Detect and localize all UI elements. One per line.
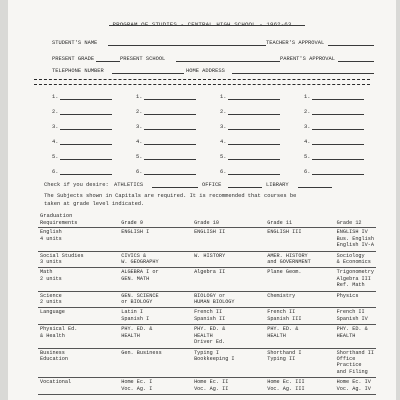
- course-slot-field[interactable]: [228, 174, 280, 175]
- course-slot-number: 3.: [220, 124, 227, 130]
- library-check-field[interactable]: [298, 187, 332, 188]
- col-header-grade-11: Grade 11: [253, 219, 322, 228]
- table-row: [38, 325, 376, 348]
- course-slot-number: 3.: [52, 124, 59, 130]
- athletics-option-label: ATHLETICS: [114, 182, 144, 188]
- course-cell: PHY. ED. & HEALTH: [107, 325, 180, 348]
- course-slot-field[interactable]: [60, 159, 112, 160]
- course-cell: Gen. Business: [107, 348, 180, 378]
- course-cell: GEN. SCIENCE or BIOLOGY: [107, 291, 180, 308]
- table-row: [38, 378, 376, 395]
- course-cell: PHY. ED. & HEALTH Driver Ed.: [180, 325, 253, 348]
- form-title: PROGRAM OF STUDIES - CENTRAL HIGH SCHOOL - 1962-63: [112, 21, 292, 28]
- course-slot-number: 6.: [304, 169, 311, 175]
- course-slot-field[interactable]: [144, 129, 196, 130]
- course-slot-number: 1.: [304, 94, 311, 100]
- parents-approval-field[interactable]: [338, 61, 374, 62]
- requirement-cell: Physical Ed. & Health: [38, 325, 107, 348]
- course-cell: Latin I Spanish I: [107, 308, 180, 325]
- requirement-cell: Vocational: [38, 378, 107, 395]
- requirement-cell: Social Studies 3 units: [38, 251, 107, 268]
- course-cell: Trigonometry Algebra III Ref. Math: [323, 268, 376, 291]
- present-school-field[interactable]: [176, 61, 280, 62]
- teachers-approval-label: TEACHER'S APPROVAL: [266, 40, 325, 46]
- table-row: [38, 251, 376, 268]
- course-slot-field[interactable]: [228, 144, 280, 145]
- course-slot-field[interactable]: [144, 99, 196, 100]
- table-heading-graduation: Graduation: [40, 213, 73, 219]
- course-slot-number: 2.: [136, 109, 143, 115]
- course-cell: Home Ec. II Voc. Ag. II: [180, 378, 253, 395]
- table-row: [38, 348, 376, 378]
- course-slot-number: 5.: [52, 154, 59, 160]
- course-slot-number: 5.: [304, 154, 311, 160]
- course-cell: Physics: [323, 291, 376, 308]
- office-check-field[interactable]: [228, 187, 262, 188]
- course-cell: Home Ec. IV Voc. Ag. IV: [323, 378, 376, 395]
- course-slot-field[interactable]: [60, 174, 112, 175]
- course-slot-number: 3.: [136, 124, 143, 130]
- course-slot-field[interactable]: [312, 99, 364, 100]
- course-slot-number: 2.: [52, 109, 59, 115]
- dashed-separator-bottom: [34, 84, 370, 85]
- col-header-grade-10: Grade 10: [180, 219, 253, 228]
- course-slot-number: 5.: [220, 154, 227, 160]
- teachers-approval-field[interactable]: [328, 45, 374, 46]
- course-cell: Plane Geom.: [253, 268, 322, 291]
- course-slot-field[interactable]: [228, 159, 280, 160]
- course-slot-number: 2.: [304, 109, 311, 115]
- course-cell: French II Spanish IV: [323, 308, 376, 325]
- course-slot-field[interactable]: [228, 129, 280, 130]
- course-slot-field[interactable]: [228, 114, 280, 115]
- course-cell: W. HISTORY: [180, 251, 253, 268]
- course-cell: AMER. HISTORY and GOVERNMENT: [253, 251, 322, 268]
- students-name-label: STUDENT'S NAME: [52, 40, 98, 46]
- course-slot-field[interactable]: [144, 144, 196, 145]
- course-slot-field[interactable]: [60, 99, 112, 100]
- requirement-cell: Math 2 units: [38, 268, 107, 291]
- course-slot-field[interactable]: [144, 114, 196, 115]
- course-slot-number: 4.: [220, 139, 227, 145]
- students-name-field[interactable]: [108, 45, 266, 46]
- course-slot-number: 4.: [136, 139, 143, 145]
- course-cell: PHY. ED. & HEALTH: [323, 325, 376, 348]
- course-cell: ENGLISH II: [180, 228, 253, 251]
- home-address-label: HOME ADDRESS: [186, 68, 225, 74]
- course-cell: ENGLISH III: [253, 228, 322, 251]
- telephone-number-field[interactable]: [112, 73, 184, 74]
- requirement-cell: English 4 units: [38, 228, 107, 251]
- col-header-requirements: Requirements: [38, 219, 107, 228]
- col-header-grade-9: Grade 9: [107, 219, 180, 228]
- course-cell: Home Ec. III Voc. Ag. III: [253, 378, 322, 395]
- course-slot-field[interactable]: [144, 159, 196, 160]
- present-school-label: PRESENT SCHOOL: [120, 56, 166, 62]
- course-slot-field[interactable]: [312, 159, 364, 160]
- requirements-body: [38, 228, 376, 395]
- course-cell: ENGLISH I: [107, 228, 180, 251]
- table-row: [38, 291, 376, 308]
- present-grade-field[interactable]: [96, 61, 120, 62]
- course-slot-number: 5.: [136, 154, 143, 160]
- course-cell: French II Spanish II: [180, 308, 253, 325]
- course-cell: PHY. ED. & HEALTH: [253, 325, 322, 348]
- check-prefix: Check if you desire:: [44, 182, 109, 188]
- course-slot-number: 4.: [52, 139, 59, 145]
- course-slot-number: 1.: [220, 94, 227, 100]
- course-slot-field[interactable]: [144, 174, 196, 175]
- table-row: [38, 308, 376, 325]
- course-slot-number: 6.: [136, 169, 143, 175]
- course-cell: BIOLOGY or HUMAN BIOLOGY: [180, 291, 253, 308]
- course-slot-number: 4.: [304, 139, 311, 145]
- course-slot-number: 6.: [52, 169, 59, 175]
- title-underline: [109, 25, 305, 26]
- course-cell: Sociology & Economics: [323, 251, 376, 268]
- note-line-2: taken at grade level indicated.: [44, 201, 145, 207]
- course-cell: ALGEBRA I or GEN. MATH: [107, 268, 180, 291]
- telephone-number-label: TELEPHONE NUMBER: [52, 68, 104, 74]
- parents-approval-label: PARENT'S APPROVAL: [280, 56, 335, 62]
- present-grade-label: PRESENT GRADE: [52, 56, 95, 62]
- requirement-cell: Science 2 units: [38, 291, 107, 308]
- graduation-requirements-table: [38, 219, 376, 395]
- course-slot-number: 6.: [220, 169, 227, 175]
- table-row: [38, 268, 376, 291]
- course-slot-field[interactable]: [60, 129, 112, 130]
- course-slot-number: 1.: [136, 94, 143, 100]
- home-address-field[interactable]: [232, 73, 374, 74]
- course-cell: French II Spanish III: [253, 308, 322, 325]
- library-option-label: LIBRARY: [266, 182, 289, 188]
- course-cell: Typing I Bookkeeping I: [180, 348, 253, 378]
- col-header-grade-12: Grade 12: [323, 219, 376, 228]
- dashed-separator-top: [34, 79, 370, 80]
- course-slot-number: 2.: [220, 109, 227, 115]
- note-line-1: The Subjects shown in Capitals are required. It is recommended that courses be: [44, 193, 297, 199]
- athletics-check-field[interactable]: [152, 187, 198, 188]
- table-row: [38, 228, 376, 251]
- course-slot-field[interactable]: [312, 174, 364, 175]
- course-slot-number: 1.: [52, 94, 59, 100]
- course-slot-field[interactable]: [312, 129, 364, 130]
- course-cell: CIVICS & W. GEOGRAPHY: [107, 251, 180, 268]
- office-option-label: OFFICE: [202, 182, 222, 188]
- course-slot-number: 3.: [304, 124, 311, 130]
- course-slot-field[interactable]: [60, 144, 112, 145]
- course-cell: Shorthand II Office Practice and Filing: [323, 348, 376, 378]
- course-cell: Home Ec. I Voc. Ag. I: [107, 378, 180, 395]
- course-slot-field[interactable]: [312, 144, 364, 145]
- course-slot-field[interactable]: [312, 114, 364, 115]
- course-cell: Algebra II: [180, 268, 253, 291]
- course-slot-field[interactable]: [60, 114, 112, 115]
- course-cell: Shorthand I Typing II: [253, 348, 322, 378]
- course-slot-field[interactable]: [228, 99, 280, 100]
- requirement-cell: Language: [38, 308, 107, 325]
- course-cell: ENGLISH IV Bus. English English IV-A: [323, 228, 376, 251]
- program-of-studies-form: [8, 0, 396, 400]
- course-cell: Chemistry: [253, 291, 322, 308]
- requirement-cell: Business Education: [38, 348, 107, 378]
